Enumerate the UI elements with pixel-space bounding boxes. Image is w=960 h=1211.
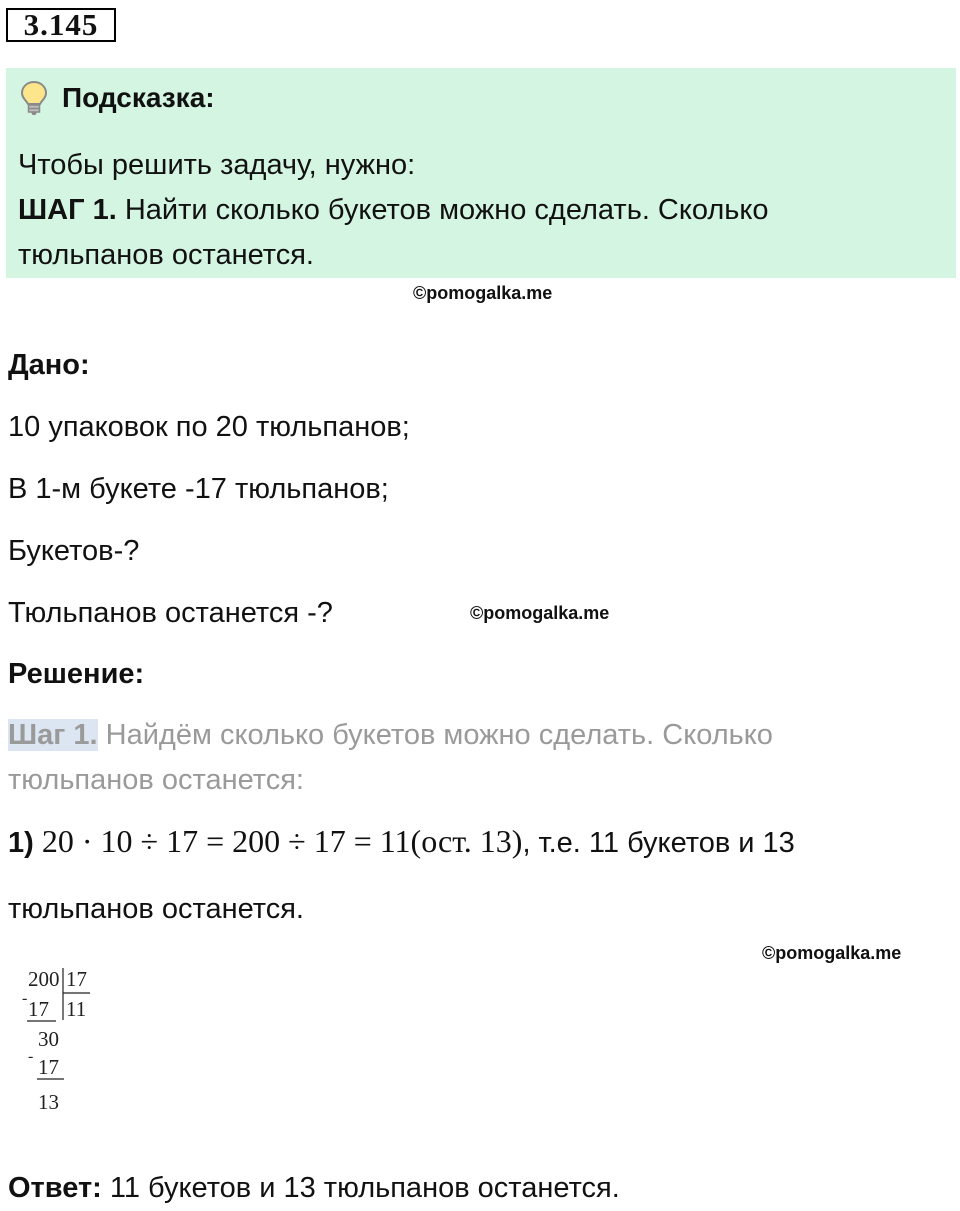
ld-minus: - bbox=[28, 1048, 34, 1065]
ld-minus: - bbox=[22, 990, 28, 1007]
ld-divisor: 17 bbox=[66, 967, 87, 991]
ld-quotient: 11 bbox=[66, 997, 87, 1021]
hint-step-line2: тюльпанов останется. bbox=[18, 239, 314, 271]
calc-tail: , т.е. 11 букетов и 13 bbox=[522, 827, 795, 859]
ld-dividend: 200 bbox=[28, 967, 60, 991]
given-line: Букетов-? bbox=[8, 535, 140, 567]
given-title: Дано: bbox=[8, 349, 90, 381]
ld-remainder: 13 bbox=[38, 1090, 59, 1114]
answer-text: 11 букетов и 13 тюльпанов останется. bbox=[109, 1172, 620, 1204]
watermark: ©pomogalka.me bbox=[413, 283, 553, 303]
hint-step-label: ШАГ 1. bbox=[18, 194, 117, 226]
hint-step-line1 bbox=[18, 187, 769, 233]
ld-sub2: 17 bbox=[38, 1055, 59, 1079]
ld-lines bbox=[22, 966, 102, 1116]
calculation-line2: тюльпанов останется. bbox=[8, 893, 304, 925]
given-line: В 1-м букете -17 тюльпанов; bbox=[8, 473, 389, 505]
watermark: ©pomogalka.me bbox=[762, 943, 902, 963]
long-division bbox=[22, 966, 102, 1116]
hint-title: Подсказка: bbox=[62, 82, 215, 113]
solution-step-text: Найдём сколько букетов можно сделать. Сколько bbox=[105, 719, 773, 751]
ld-sub1: 17 bbox=[28, 997, 49, 1021]
hint-step-text: Найти сколько букетов можно сделать. Сколько bbox=[124, 194, 769, 226]
solution-step-line1 bbox=[8, 712, 773, 758]
answer-line bbox=[8, 1165, 620, 1211]
solution-step-label: Шаг 1. bbox=[8, 719, 98, 751]
watermark: ©pomogalka.me bbox=[470, 603, 610, 623]
calculation-line bbox=[8, 818, 795, 866]
task-number: 3.145 bbox=[6, 8, 116, 42]
given-line: Тюльпанов останется -? bbox=[8, 597, 333, 629]
lightbulb-icon bbox=[18, 80, 50, 116]
answer-label: Ответ: bbox=[8, 1172, 102, 1204]
solution-step-line2: тюльпанов останется: bbox=[8, 764, 304, 796]
calc-label: 1) bbox=[8, 827, 34, 859]
hint-intro: Чтобы решить задачу, нужно: bbox=[18, 149, 416, 181]
solution-title: Решение: bbox=[8, 658, 145, 690]
calc-expression: 20 · 10 ÷ 17 = 200 ÷ 17 = 11(ост. 13) bbox=[41, 823, 523, 859]
ld-rem1: 30 bbox=[38, 1027, 59, 1051]
given-line: 10 упаковок по 20 тюльпанов; bbox=[8, 411, 410, 443]
